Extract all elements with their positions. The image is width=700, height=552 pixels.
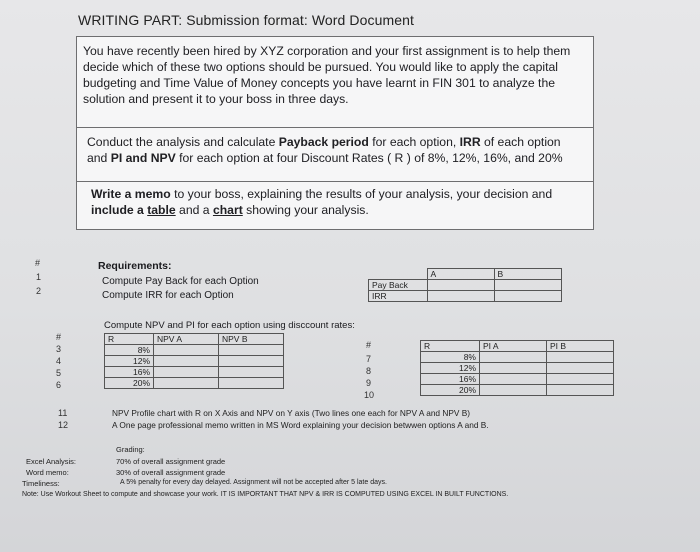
requirements-heading: Requirements: xyxy=(98,260,172,272)
requirement-irr: Compute IRR for each Option xyxy=(102,290,234,301)
timeliness-text: A 5% penalty for every day delayed. Assignment will not be accepted after 5 late days. xyxy=(120,479,387,486)
payback-b-cell[interactable] xyxy=(494,280,561,291)
npv-b-cell[interactable] xyxy=(219,378,284,389)
requirement-memo: A One page professional memo written in MS Word explaining your decision betwwen options A and B. xyxy=(112,420,489,430)
word-weight: 30% of overall assignment grade xyxy=(116,468,226,477)
payback-a-cell[interactable] xyxy=(427,280,494,291)
pi-row-number: 9 xyxy=(366,378,372,388)
row-number: # xyxy=(56,332,62,342)
npv-header-r: R xyxy=(105,334,154,345)
npv-a-cell[interactable] xyxy=(154,345,219,356)
col-a-header: A xyxy=(427,269,494,280)
grading-heading: Grading: xyxy=(116,445,145,454)
irr-a-cell[interactable] xyxy=(427,291,494,302)
npv-rate: 20% xyxy=(105,378,154,389)
task-box xyxy=(76,128,594,182)
pi-rate: 20% xyxy=(421,385,480,396)
row-number: 2 xyxy=(36,286,42,296)
pi-row-number: 7 xyxy=(366,354,372,364)
col-b-header: B xyxy=(494,269,561,280)
excel-label: Excel Analysis: xyxy=(26,457,77,466)
row-number: 12 xyxy=(58,420,69,430)
npv-header-a: NPV A xyxy=(154,334,219,345)
row-number: 4 xyxy=(56,356,62,366)
pi-header-a: PI A xyxy=(480,341,547,352)
intro-box xyxy=(76,36,594,128)
irr-b-cell[interactable] xyxy=(494,291,561,302)
pi-b-cell[interactable] xyxy=(547,374,614,385)
pi-header-r: R xyxy=(421,341,480,352)
npv-b-cell[interactable] xyxy=(219,345,284,356)
pi-header-b: PI B xyxy=(547,341,614,352)
row-number: 11 xyxy=(58,408,68,418)
payback-irr-table xyxy=(368,268,562,302)
pi-rate: 12% xyxy=(421,363,480,374)
pi-rate: 8% xyxy=(421,352,480,363)
memo-box xyxy=(76,182,594,230)
requirement-payback: Compute Pay Back for each Option xyxy=(102,276,259,287)
pi-row-number: # xyxy=(366,340,372,350)
row-number: 3 xyxy=(56,344,62,354)
npv-header-b: NPV B xyxy=(219,334,284,345)
irr-label: IRR xyxy=(369,291,428,302)
npv-b-cell[interactable] xyxy=(219,367,284,378)
npv-heading: Compute NPV and PI for each option using disccount rates: xyxy=(104,320,355,331)
pi-rate: 16% xyxy=(421,374,480,385)
pi-a-cell[interactable] xyxy=(480,374,547,385)
memo-text: Write a memo to your boss, explaining the results of your analysis, your decision and include a table and a chart showing your analysis. xyxy=(91,187,553,217)
pi-row-number: 8 xyxy=(366,366,372,376)
pi-a-cell[interactable] xyxy=(480,363,547,374)
page-title: WRITING PART: Submission format: Word Document xyxy=(78,12,415,28)
pi-b-cell[interactable] xyxy=(547,363,614,374)
pi-b-cell[interactable] xyxy=(547,385,614,396)
pi-table xyxy=(420,340,614,396)
npv-rate: 12% xyxy=(105,356,154,367)
npv-rate: 16% xyxy=(105,367,154,378)
row-number: 1 xyxy=(36,272,42,282)
npv-a-cell[interactable] xyxy=(154,367,219,378)
npv-rate: 8% xyxy=(105,345,154,356)
npv-b-cell[interactable] xyxy=(219,356,284,367)
requirement-chart: NPV Profile chart with R on X Axis and NPV on Y axis (Two lines one each for NPV A and NPV B) xyxy=(112,408,471,418)
task-text: Conduct the analysis and calculate Payback period for each option, IRR of each option and PI and NPV for each option at four Discount Rates ( R ) of 8%, 12%, 16%, and 20% xyxy=(87,135,563,165)
pi-a-cell[interactable] xyxy=(480,352,547,363)
row-number: 6 xyxy=(56,380,62,390)
excel-weight: 70% of overall assignment grade xyxy=(116,457,226,466)
pi-a-cell[interactable] xyxy=(480,385,547,396)
pi-b-cell[interactable] xyxy=(547,352,614,363)
pi-row-number: 10 xyxy=(364,390,375,400)
row-number: # xyxy=(35,258,41,268)
word-label: Word memo: xyxy=(26,468,69,477)
row-number: 5 xyxy=(56,368,62,378)
npv-a-cell[interactable] xyxy=(154,356,219,367)
intro-text: You have recently been hired by XYZ corporation and your first assignment is to help them decide which of these two options should be pursued. You would like to apply the capital budgeting and Time Value of Money concepts you have learnt in FIN 301 to analyze the solution and present it to your boss in three days. xyxy=(83,44,571,106)
npv-table xyxy=(104,333,284,389)
timeliness-label: Timeliness: xyxy=(22,479,60,488)
note-text: Note: Use Workout Sheet to compute and showcase your work. IT IS IMPORTANT THAT NPV & IRR IS COMPUTED USING EXCEL IN BUILT FUNCTIONS. xyxy=(22,491,509,498)
payback-label: Pay Back xyxy=(369,280,428,291)
npv-a-cell[interactable] xyxy=(154,378,219,389)
